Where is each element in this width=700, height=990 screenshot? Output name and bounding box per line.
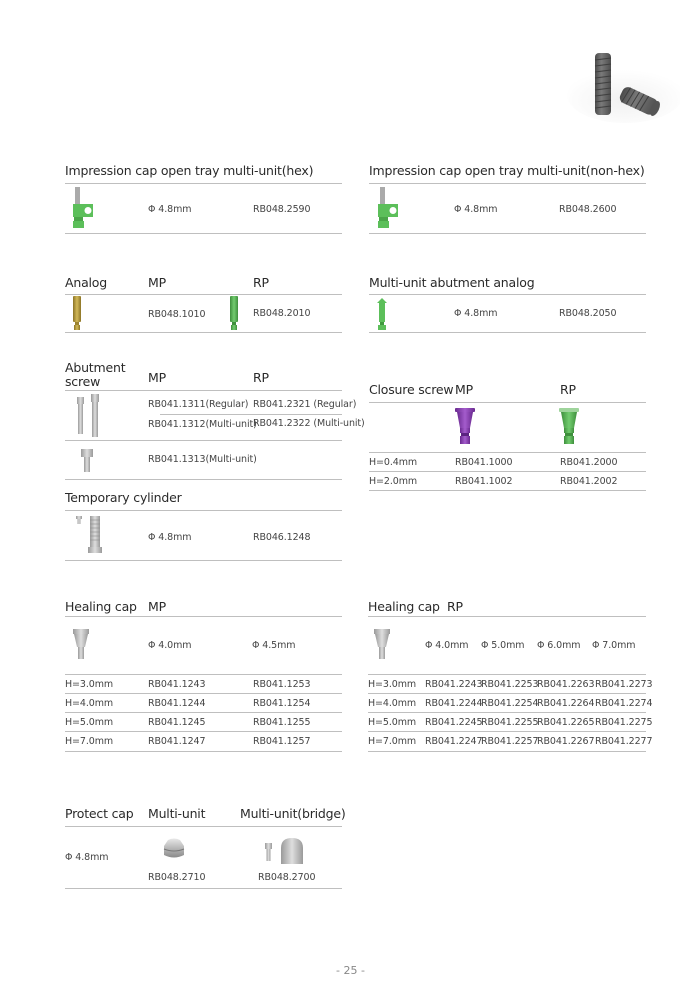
healing-rp-row-3-h: H=5.0mm — [368, 717, 417, 728]
abutment-screw-mp-1: RB041.1311(Regular) — [148, 399, 249, 410]
impression-hex-title: Impression cap open tray multi-unit(hex) — [65, 163, 314, 178]
healing-rp-row-4-c3: RB041.2267 — [537, 736, 595, 747]
divider — [369, 233, 646, 234]
analog-rp-icon — [229, 296, 239, 330]
healing-mp-row-4-c2: RB041.1257 — [253, 736, 311, 747]
divider — [65, 233, 342, 234]
closure-row-2-mp: RB041.1002 — [455, 476, 513, 487]
impression-nonhex-diameter: Φ 4.8mm — [454, 204, 498, 215]
impression-hex-code: RB048.2590 — [253, 204, 311, 215]
healing-mp-row-3-c1: RB041.1245 — [148, 717, 206, 728]
abutment-screw-mp-2: RB041.1312(Multi-unit) — [148, 419, 257, 430]
closure-row-2-rp: RB041.2002 — [560, 476, 618, 487]
abutment-screw-col-rp: RP — [253, 370, 269, 385]
divider — [65, 616, 342, 617]
healing-rp-row-2-c2: RB041.2254 — [481, 698, 539, 709]
healing-rp-row-4-c4: RB041.2277 — [595, 736, 653, 747]
healing-rp-row-1-c1: RB041.2243 — [425, 679, 483, 690]
divider — [65, 731, 342, 732]
healing-cap-icon — [73, 629, 89, 660]
divider — [369, 452, 646, 453]
analog-mp-code: RB048.1010 — [148, 309, 206, 320]
impression-hex-diameter: Φ 4.8mm — [148, 204, 192, 215]
healing-mp-diameter-1: Φ 4.0mm — [148, 640, 192, 651]
healing-rp-diameter-1: Φ 4.0mm — [425, 640, 469, 651]
divider — [65, 390, 342, 391]
healing-rp-diameter-3: Φ 6.0mm — [537, 640, 581, 651]
protect-cap-bridge-icon — [264, 838, 306, 864]
divider — [65, 751, 342, 752]
healing-rp-row-3-c1: RB041.2245 — [425, 717, 483, 728]
healing-mp-row-1-h: H=3.0mm — [65, 679, 114, 690]
healing-rp-row-1-c3: RB041.2263 — [537, 679, 595, 690]
healing-mp-row-2-c2: RB041.1254 — [253, 698, 311, 709]
analog-col-mp: MP — [148, 275, 166, 290]
divider — [369, 183, 646, 184]
abutment-screw-short-icon — [80, 449, 94, 473]
divider — [65, 826, 342, 827]
protect-cap-diameter: Φ 4.8mm — [65, 852, 109, 863]
healing-rp-row-4-c1: RB041.2247 — [425, 736, 483, 747]
healing-mp-row-4-c1: RB041.1247 — [148, 736, 206, 747]
closure-row-1-mp: RB041.1000 — [455, 457, 513, 468]
divider — [160, 414, 342, 415]
divider — [65, 440, 342, 441]
divider — [368, 751, 646, 752]
closure-row-1-rp: RB041.2000 — [560, 457, 618, 468]
divider — [65, 332, 342, 333]
temporary-cylinder-diameter: Φ 4.8mm — [148, 532, 192, 543]
abutment-screw-title-line2: screw — [65, 374, 101, 389]
protect-cap-mu-code: RB048.2710 — [148, 872, 206, 883]
healing-rp-row-3-c4: RB041.2275 — [595, 717, 653, 728]
divider — [65, 712, 342, 713]
divider — [368, 616, 646, 617]
impression-cap-icon — [70, 187, 96, 231]
healing-mp-row-3-c2: RB041.1255 — [253, 717, 311, 728]
healing-cap-icon — [374, 629, 390, 660]
abutment-screw-mp-3: RB041.1313(Multi-unit) — [148, 454, 257, 465]
impression-nonhex-code: RB048.2600 — [559, 204, 617, 215]
impression-cap-icon — [375, 187, 401, 231]
healing-rp-row-4-c2: RB041.2257 — [481, 736, 539, 747]
healing-rp-row-1-c4: RB041.2273 — [595, 679, 653, 690]
temporary-cylinder-title: Temporary cylinder — [65, 490, 182, 505]
abutment-screw-col-mp: MP — [148, 370, 166, 385]
dental-implant-pair-icon — [560, 50, 680, 130]
mu-analog-diameter: Φ 4.8mm — [454, 308, 498, 319]
healing-rp-diameter-4: Φ 7.0mm — [592, 640, 636, 651]
analog-mp-icon — [72, 296, 82, 330]
healing-rp-diameter-2: Φ 5.0mm — [481, 640, 525, 651]
divider — [65, 693, 342, 694]
healing-rp-row-2-c1: RB041.2244 — [425, 698, 483, 709]
divider — [369, 332, 646, 333]
temporary-cylinder-code: RB046.1248 — [253, 532, 311, 543]
divider — [65, 560, 342, 561]
healing-rp-row-2-c4: RB041.2274 — [595, 698, 653, 709]
healing-mp-platform: MP — [148, 599, 166, 614]
divider — [65, 183, 342, 184]
healing-mp-title: Healing cap — [65, 599, 137, 614]
healing-mp-row-1-c1: RB041.1243 — [148, 679, 206, 690]
healing-mp-row-1-c2: RB041.1253 — [253, 679, 311, 690]
divider — [65, 674, 342, 675]
protect-cap-mu-icon — [162, 838, 186, 860]
healing-mp-row-2-h: H=4.0mm — [65, 698, 114, 709]
closure-screw-col-rp: RP — [560, 382, 576, 397]
analog-col-rp: RP — [253, 275, 269, 290]
closure-screw-rp-icon — [559, 408, 579, 445]
divider — [368, 731, 646, 732]
divider — [65, 294, 342, 295]
mu-analog-code: RB048.2050 — [559, 308, 617, 319]
healing-mp-row-2-c1: RB041.1244 — [148, 698, 206, 709]
mu-analog-icon — [376, 298, 388, 330]
divider — [369, 490, 646, 491]
closure-screw-col-mp: MP — [455, 382, 473, 397]
healing-rp-title: Healing cap — [368, 599, 440, 614]
healing-rp-platform: RP — [447, 599, 463, 614]
analog-title: Analog — [65, 275, 107, 290]
analog-rp-code: RB048.2010 — [253, 308, 311, 319]
closure-screw-title: Closure screw — [369, 382, 454, 397]
temporary-cylinder-icon — [76, 516, 102, 554]
page-number: - 25 - — [336, 964, 365, 977]
abutment-screw-rp-2: RB041.2322 (Multi-unit) — [253, 418, 365, 429]
divider — [65, 888, 342, 889]
healing-rp-row-2-c3: RB041.2264 — [537, 698, 595, 709]
healing-rp-row-1-c2: RB041.2253 — [481, 679, 539, 690]
healing-rp-row-1-h: H=3.0mm — [368, 679, 417, 690]
divider — [368, 712, 646, 713]
divider — [369, 402, 646, 403]
abutment-screw-pair-icon — [76, 393, 102, 438]
closure-row-2-h: H=2.0mm — [369, 476, 418, 487]
closure-screw-mp-icon — [455, 408, 475, 445]
divider — [65, 479, 342, 480]
protect-cap-bridge-code: RB048.2700 — [258, 872, 316, 883]
healing-rp-row-2-h: H=4.0mm — [368, 698, 417, 709]
healing-rp-row-3-c2: RB041.2255 — [481, 717, 539, 728]
abutment-screw-title-line1: Abutment — [65, 360, 126, 375]
divider — [368, 674, 646, 675]
protect-cap-title: Protect cap — [65, 806, 134, 821]
impression-nonhex-title: Impression cap open tray multi-unit(non-hex) — [369, 163, 645, 178]
divider — [369, 294, 646, 295]
divider — [368, 693, 646, 694]
healing-mp-row-4-h: H=7.0mm — [65, 736, 114, 747]
abutment-screw-rp-1: RB041.2321 (Regular) — [253, 399, 357, 410]
mu-analog-title: Multi-unit abutment analog — [369, 275, 535, 290]
protect-cap-col-bridge: Multi-unit(bridge) — [240, 806, 346, 821]
healing-mp-diameter-2: Φ 4.5mm — [252, 640, 296, 651]
healing-mp-row-3-h: H=5.0mm — [65, 717, 114, 728]
healing-rp-row-3-c3: RB041.2265 — [537, 717, 595, 728]
divider — [369, 471, 646, 472]
protect-cap-col-mu: Multi-unit — [148, 806, 206, 821]
divider — [65, 510, 342, 511]
healing-rp-row-4-h: H=7.0mm — [368, 736, 417, 747]
closure-row-1-h: H=0.4mm — [369, 457, 418, 468]
